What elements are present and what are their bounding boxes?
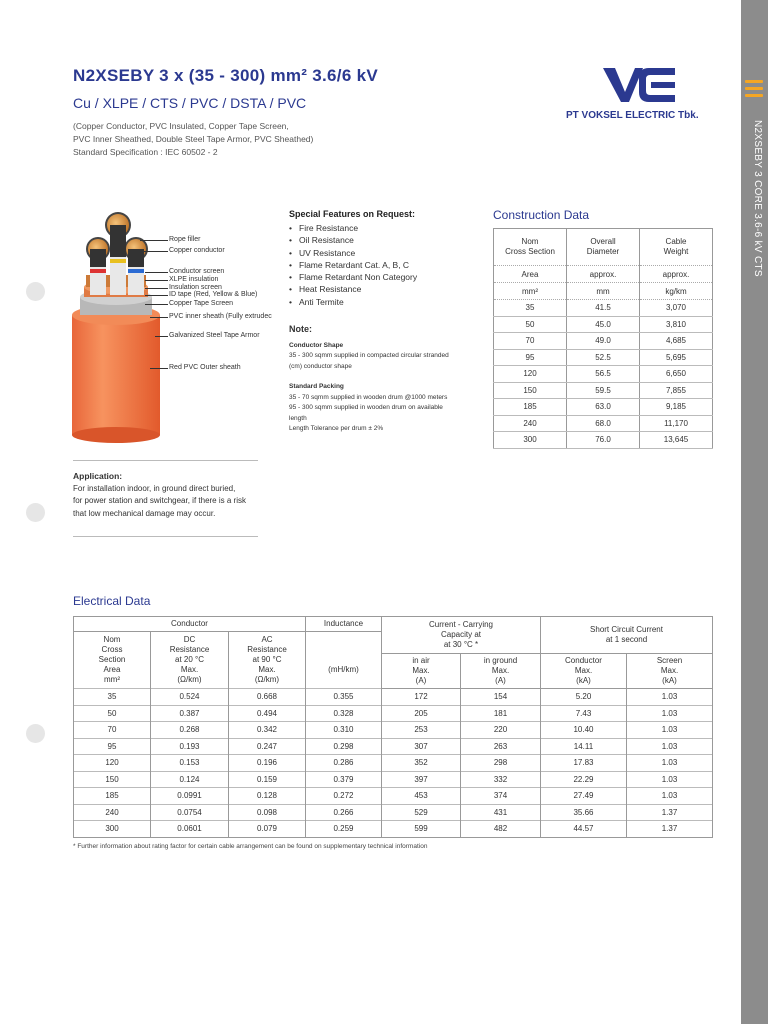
table-cell: 0.355 <box>306 689 382 706</box>
table-cell: 7,855 <box>640 382 713 399</box>
table-cell: 3,070 <box>640 300 713 317</box>
note-packing-heading: Standard Packing <box>289 383 344 390</box>
table-cell: 253 <box>382 722 461 739</box>
column-subheader: approx. <box>640 266 713 283</box>
table-cell: 154 <box>461 689 541 706</box>
table-cell: 13,645 <box>640 432 713 449</box>
table-cell: 17.83 <box>541 755 627 772</box>
table-cell: 0.153 <box>151 755 229 772</box>
table-cell: 35 <box>74 689 151 706</box>
note-packing-text: Length Tolerance per drum ± 2% <box>289 425 384 432</box>
table-cell: 41.5 <box>567 300 640 317</box>
table-cell: 374 <box>461 788 541 805</box>
table-cell: 5.20 <box>541 689 627 706</box>
table-cell: 1.37 <box>627 804 713 821</box>
table-cell: 205 <box>382 705 461 722</box>
column-header-in-air: in air Max. (A) <box>382 654 461 689</box>
table-cell: 95 <box>494 349 567 366</box>
label-rope-filler: Rope filler <box>169 236 201 243</box>
group-header-current: Current - Carrying Capacity at at 30 °C * <box>382 617 541 654</box>
table-cell: 352 <box>382 755 461 772</box>
table-row <box>74 755 713 772</box>
table-cell: 431 <box>461 804 541 821</box>
table-cell: 9,185 <box>640 399 713 416</box>
label-copper-tape: Copper Tape Screen <box>169 300 234 307</box>
application-section <box>73 470 258 520</box>
table-cell: 76.0 <box>567 432 640 449</box>
footnote: * Further information about rating factor for certain cable arrangement can be found on supplementary technical information <box>73 843 428 850</box>
column-unit: mm <box>567 283 640 300</box>
table-row <box>494 399 713 416</box>
table-cell: 14.11 <box>541 738 627 755</box>
table-cell: 0.0601 <box>151 821 229 838</box>
application-text: for power station and switchgear, if there is a risk <box>73 496 246 505</box>
table-cell: 70 <box>74 722 151 739</box>
label-leader-line <box>155 336 168 337</box>
table-cell: 482 <box>461 821 541 838</box>
column-unit: mm² <box>494 283 567 300</box>
table-cell: 0.379 <box>306 771 382 788</box>
note-conductor-shape-heading: Conductor Shape <box>289 341 344 349</box>
side-tab-marker <box>745 80 763 101</box>
table-cell: 0.247 <box>229 738 306 755</box>
table-cell: 0.266 <box>306 804 382 821</box>
table-cell: 56.5 <box>567 366 640 383</box>
table-cell: 529 <box>382 804 461 821</box>
label-leader-line <box>150 368 168 369</box>
column-unit: kg/km <box>640 283 713 300</box>
table-cell: 11,170 <box>640 415 713 432</box>
product-description: (Copper Conductor, PVC Insulated, Copper Tape Screen, PVC Inner Sheathed, Double Steel Tape Armor, PVC Sheathed) Standard Specification : IEC 60502 - 2 <box>73 121 314 157</box>
table-row <box>74 788 713 805</box>
application-text: that low mechanical damage may occur. <box>73 508 216 518</box>
company-logo <box>603 68 675 109</box>
table-cell: 7.43 <box>541 705 627 722</box>
divider <box>73 536 258 537</box>
table-cell: 0.124 <box>151 771 229 788</box>
feature-item: • Fire Resistance <box>299 222 479 234</box>
table-cell: 599 <box>382 821 461 838</box>
table-cell: 185 <box>494 399 567 416</box>
note-packing-text: 35 - 70 sqmm supplied in wooden drum @1000 meters <box>289 393 448 401</box>
table-cell: 50 <box>494 316 567 333</box>
table-cell: 0.310 <box>306 722 382 739</box>
table-cell: 0.328 <box>306 705 382 722</box>
label-xlpe-insulation: XLPE insulation <box>169 276 219 283</box>
construction-data-table <box>493 228 713 449</box>
table-cell: 1.03 <box>627 771 713 788</box>
application-text: For installation indoor, in ground direct buried, <box>73 483 236 493</box>
table-cell: 220 <box>461 722 541 739</box>
feature-item: • Flame Retardant Cat. A, B, C <box>299 259 479 271</box>
table-row <box>74 804 713 821</box>
column-header-screen-kA: Screen Max. (kA) <box>627 654 713 689</box>
feature-item: • Anti Termite <box>299 296 479 308</box>
table-cell: 240 <box>494 415 567 432</box>
table-cell: 0.259 <box>306 821 382 838</box>
note-heading: Note: <box>289 324 312 334</box>
column-header-area: Nom Cross Section Area mm² <box>74 632 151 689</box>
table-cell: 1.03 <box>627 738 713 755</box>
table-cell: 52.5 <box>567 349 640 366</box>
company-name: PT VOKSEL ELECTRIC Tbk. <box>566 110 699 121</box>
label-leader-line <box>145 295 168 296</box>
column-header-dc: DC Resistance at 20 °C Max. (Ω/km) <box>151 632 229 689</box>
column-header-conductor-kA: Conductor Max. (kA) <box>541 654 627 689</box>
table-cell: 0.286 <box>306 755 382 772</box>
table-cell: 0.098 <box>229 804 306 821</box>
table-row <box>494 366 713 383</box>
binder-hole <box>26 724 45 743</box>
column-subheader: approx. <box>567 266 640 283</box>
group-header-inductance: Inductance <box>306 617 382 632</box>
table-cell: 0.079 <box>229 821 306 838</box>
table-cell: 300 <box>74 821 151 838</box>
group-header-short-circuit: Short Circuit Current at 1 second <box>541 617 713 654</box>
table-cell: 240 <box>74 804 151 821</box>
label-leader-line <box>140 240 168 241</box>
table-cell: 298 <box>461 755 541 772</box>
table-cell: 0.524 <box>151 689 229 706</box>
table-cell: 0.387 <box>151 705 229 722</box>
side-tab-label: N2XSEBY 3 CORE 3.6-6 kV CTS <box>752 120 763 277</box>
table-row <box>74 689 713 706</box>
table-cell: 50 <box>74 705 151 722</box>
table-row <box>494 415 713 432</box>
column-header: Overall Diameter <box>567 229 640 266</box>
table-cell: 1.03 <box>627 755 713 772</box>
label-copper-conductor: Copper conductor <box>169 247 225 254</box>
label-inner-sheath: PVC inner sheath (Fully extrudec <box>169 313 272 320</box>
table-row <box>74 738 713 755</box>
table-row <box>74 771 713 788</box>
note-conductor-shape-text: 35 - 300 sqmm supplied in compacted circular stranded (cm) conductor shape <box>289 352 449 370</box>
table-cell: 300 <box>494 432 567 449</box>
column-header-in-ground: in ground Max. (A) <box>461 654 541 689</box>
table-cell: 332 <box>461 771 541 788</box>
table-cell: 1.03 <box>627 689 713 706</box>
special-features <box>289 209 479 308</box>
table-cell: 120 <box>74 755 151 772</box>
label-outer-sheath: Red PVC Outer sheath <box>169 364 241 371</box>
special-features-heading: Special Features on Request: <box>289 209 416 219</box>
divider <box>73 460 258 461</box>
table-row <box>494 382 713 399</box>
table-cell: 0.298 <box>306 738 382 755</box>
note-section <box>289 324 454 435</box>
table-row <box>494 432 713 449</box>
application-heading: Application: <box>73 471 123 481</box>
feature-item: • UV Resistance <box>299 247 479 259</box>
cable-cross-section-illustration <box>70 205 170 445</box>
table-cell: 45.0 <box>567 316 640 333</box>
table-cell: 49.0 <box>567 333 640 350</box>
table-cell: 1.03 <box>627 788 713 805</box>
label-leader-line <box>145 288 168 289</box>
table-cell: 0.342 <box>229 722 306 739</box>
label-insulation-screen: Insulation screen <box>169 284 222 291</box>
feature-item: • Heat Resistance <box>299 283 479 295</box>
binder-hole <box>26 503 45 522</box>
table-cell: 44.57 <box>541 821 627 838</box>
table-cell: 0.196 <box>229 755 306 772</box>
table-cell: 1.37 <box>627 821 713 838</box>
group-header-conductor: Conductor <box>74 617 306 632</box>
product-title: N2XSEBY 3 x (35 - 300) mm² 3.6/6 kV <box>73 66 379 85</box>
table-cell: 22.29 <box>541 771 627 788</box>
label-conductor-screen: Conductor screen <box>169 268 225 275</box>
construction-data-title: Construction Data <box>493 208 590 222</box>
product-construction-code: Cu / XLPE / CTS / PVC / DSTA / PVC <box>73 95 307 111</box>
column-header: Cable Weight <box>640 229 713 266</box>
note-packing-text: 95 - 300 sqmm supplied in wooden drum on available length <box>289 404 443 422</box>
table-cell: 4,685 <box>640 333 713 350</box>
column-header: Nom Cross Section <box>494 229 567 266</box>
label-leader-line <box>130 251 168 252</box>
table-cell: 0.0991 <box>151 788 229 805</box>
feature-item: • Flame Retardant Non Category <box>299 271 479 283</box>
table-cell: 0.193 <box>151 738 229 755</box>
label-leader-line <box>145 280 168 281</box>
table-cell: 181 <box>461 705 541 722</box>
table-cell: 150 <box>494 382 567 399</box>
table-cell: 95 <box>74 738 151 755</box>
table-cell: 0.268 <box>151 722 229 739</box>
table-cell: 35 <box>494 300 567 317</box>
table-row <box>494 349 713 366</box>
table-cell: 68.0 <box>567 415 640 432</box>
table-cell: 0.494 <box>229 705 306 722</box>
label-armor: Galvanized Steel Tape Armor <box>169 332 260 339</box>
table-cell: 0.128 <box>229 788 306 805</box>
table-cell: 185 <box>74 788 151 805</box>
column-header-ac: AC Resistance at 90 °C Max. (Ω/km) <box>229 632 306 689</box>
table-row <box>494 300 713 317</box>
label-leader-line <box>145 272 168 273</box>
column-header-inductance: (mH/km) <box>306 632 382 689</box>
table-cell: 10.40 <box>541 722 627 739</box>
table-row <box>74 722 713 739</box>
feature-item: • Oil Resistance <box>299 234 479 246</box>
label-leader-line <box>145 304 168 305</box>
table-cell: 0.159 <box>229 771 306 788</box>
table-cell: 0.668 <box>229 689 306 706</box>
table-cell: 307 <box>382 738 461 755</box>
table-cell: 27.49 <box>541 788 627 805</box>
table-cell: 0.0754 <box>151 804 229 821</box>
table-cell: 263 <box>461 738 541 755</box>
table-cell: 35.66 <box>541 804 627 821</box>
table-cell: 5,695 <box>640 349 713 366</box>
label-id-tape: ID tape (Red, Yellow & Blue) <box>169 291 258 298</box>
table-cell: 6,650 <box>640 366 713 383</box>
table-row <box>74 705 713 722</box>
table-cell: 63.0 <box>567 399 640 416</box>
table-row <box>494 333 713 350</box>
table-row <box>494 316 713 333</box>
table-cell: 1.03 <box>627 722 713 739</box>
electrical-data-title: Electrical Data <box>73 594 151 608</box>
table-cell: 397 <box>382 771 461 788</box>
table-cell: 172 <box>382 689 461 706</box>
table-cell: 3,810 <box>640 316 713 333</box>
table-cell: 150 <box>74 771 151 788</box>
binder-hole <box>26 282 45 301</box>
label-leader-line <box>150 317 168 318</box>
table-cell: 70 <box>494 333 567 350</box>
table-cell: 59.5 <box>567 382 640 399</box>
table-cell: 1.03 <box>627 705 713 722</box>
table-cell: 0.272 <box>306 788 382 805</box>
electrical-data-table <box>73 616 713 838</box>
table-cell: 453 <box>382 788 461 805</box>
table-row <box>74 821 713 838</box>
table-cell: 120 <box>494 366 567 383</box>
column-subheader: Area <box>494 266 567 283</box>
